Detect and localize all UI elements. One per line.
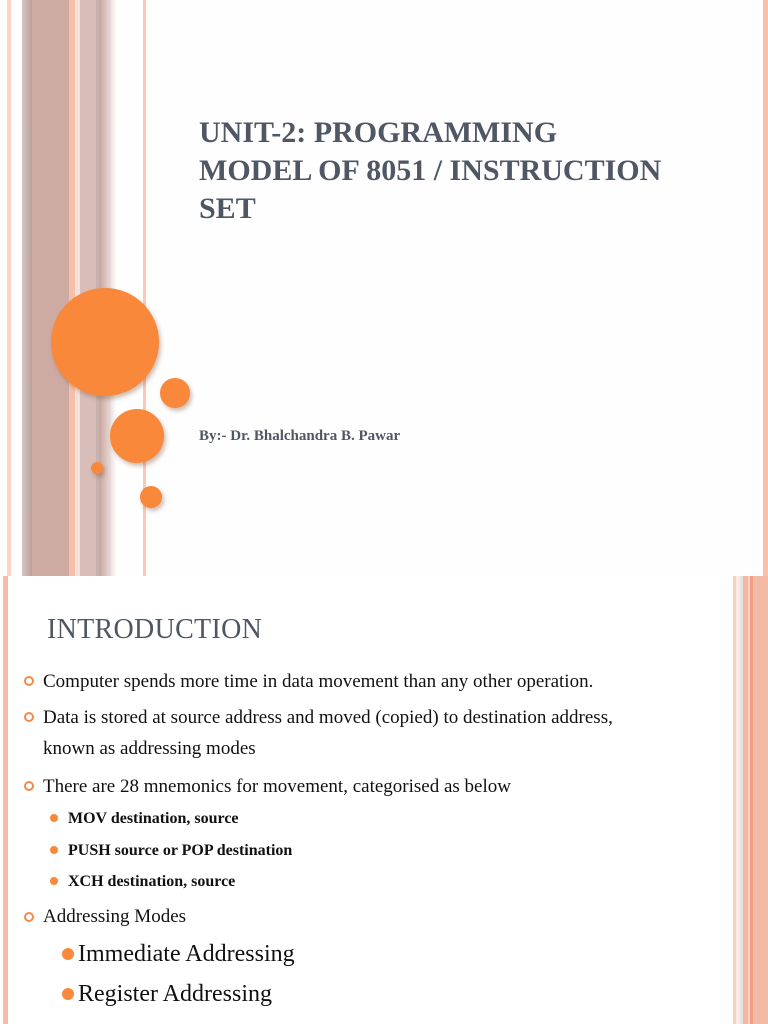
- bullet-text: Data is stored at source address and moved (copied) to destination address,: [43, 707, 613, 728]
- slide-title-line: MODEL OF 8051 / INSTRUCTION: [199, 154, 662, 187]
- decorative-circle-icon: [110, 409, 164, 463]
- addressing-mode-item: Register Addressing: [78, 981, 272, 1007]
- decorative-circle-icon: [140, 486, 162, 508]
- decorative-stripe: [32, 0, 69, 576]
- sub-bullet-text: PUSH source or POP destination: [68, 842, 293, 859]
- decorative-stripe: [753, 576, 768, 1024]
- addressing-mode-item: Immediate Addressing: [78, 941, 295, 967]
- hollow-circle-bullet-icon: [24, 781, 34, 791]
- hollow-circle-bullet-icon: [24, 676, 34, 686]
- author-byline: By:- Dr. Bhalchandra B. Pawar: [199, 428, 401, 444]
- slide-title-line: UNIT-2: PROGRAMMING: [199, 116, 558, 149]
- decorative-stripe: [763, 0, 768, 576]
- decorative-stripe: [3, 576, 8, 1024]
- filled-dot-bullet-icon: [62, 948, 74, 960]
- slide-title-line: SET: [199, 192, 256, 225]
- decorative-circle-icon: [160, 378, 190, 408]
- sub-bullet-text: XCH destination, source: [68, 873, 236, 890]
- decorative-stripe: [22, 0, 32, 576]
- decorative-stripe: [80, 0, 96, 576]
- section-heading: INTRODUCTION: [47, 614, 263, 645]
- filled-dot-bullet-icon: [50, 814, 58, 822]
- decorative-circle-icon: [91, 462, 103, 474]
- hollow-circle-bullet-icon: [24, 712, 34, 722]
- filled-dot-bullet-icon: [50, 877, 58, 885]
- bullet-text: There are 28 mnemonics for movement, categorised as below: [43, 776, 511, 797]
- sub-bullet-text: MOV destination, source: [68, 810, 239, 827]
- decorative-stripe: [7, 0, 11, 576]
- bullet-text: Addressing Modes: [43, 906, 187, 927]
- decorative-circle-icon: [51, 288, 159, 396]
- hollow-circle-bullet-icon: [24, 912, 34, 922]
- slide-title: [199, 114, 739, 228]
- bullet-text: Computer spends more time in data movement than any other operation.: [43, 671, 594, 692]
- bullet-text-continuation: known as addressing modes: [43, 738, 256, 759]
- filled-dot-bullet-icon: [62, 988, 74, 1000]
- filled-dot-bullet-icon: [50, 846, 58, 854]
